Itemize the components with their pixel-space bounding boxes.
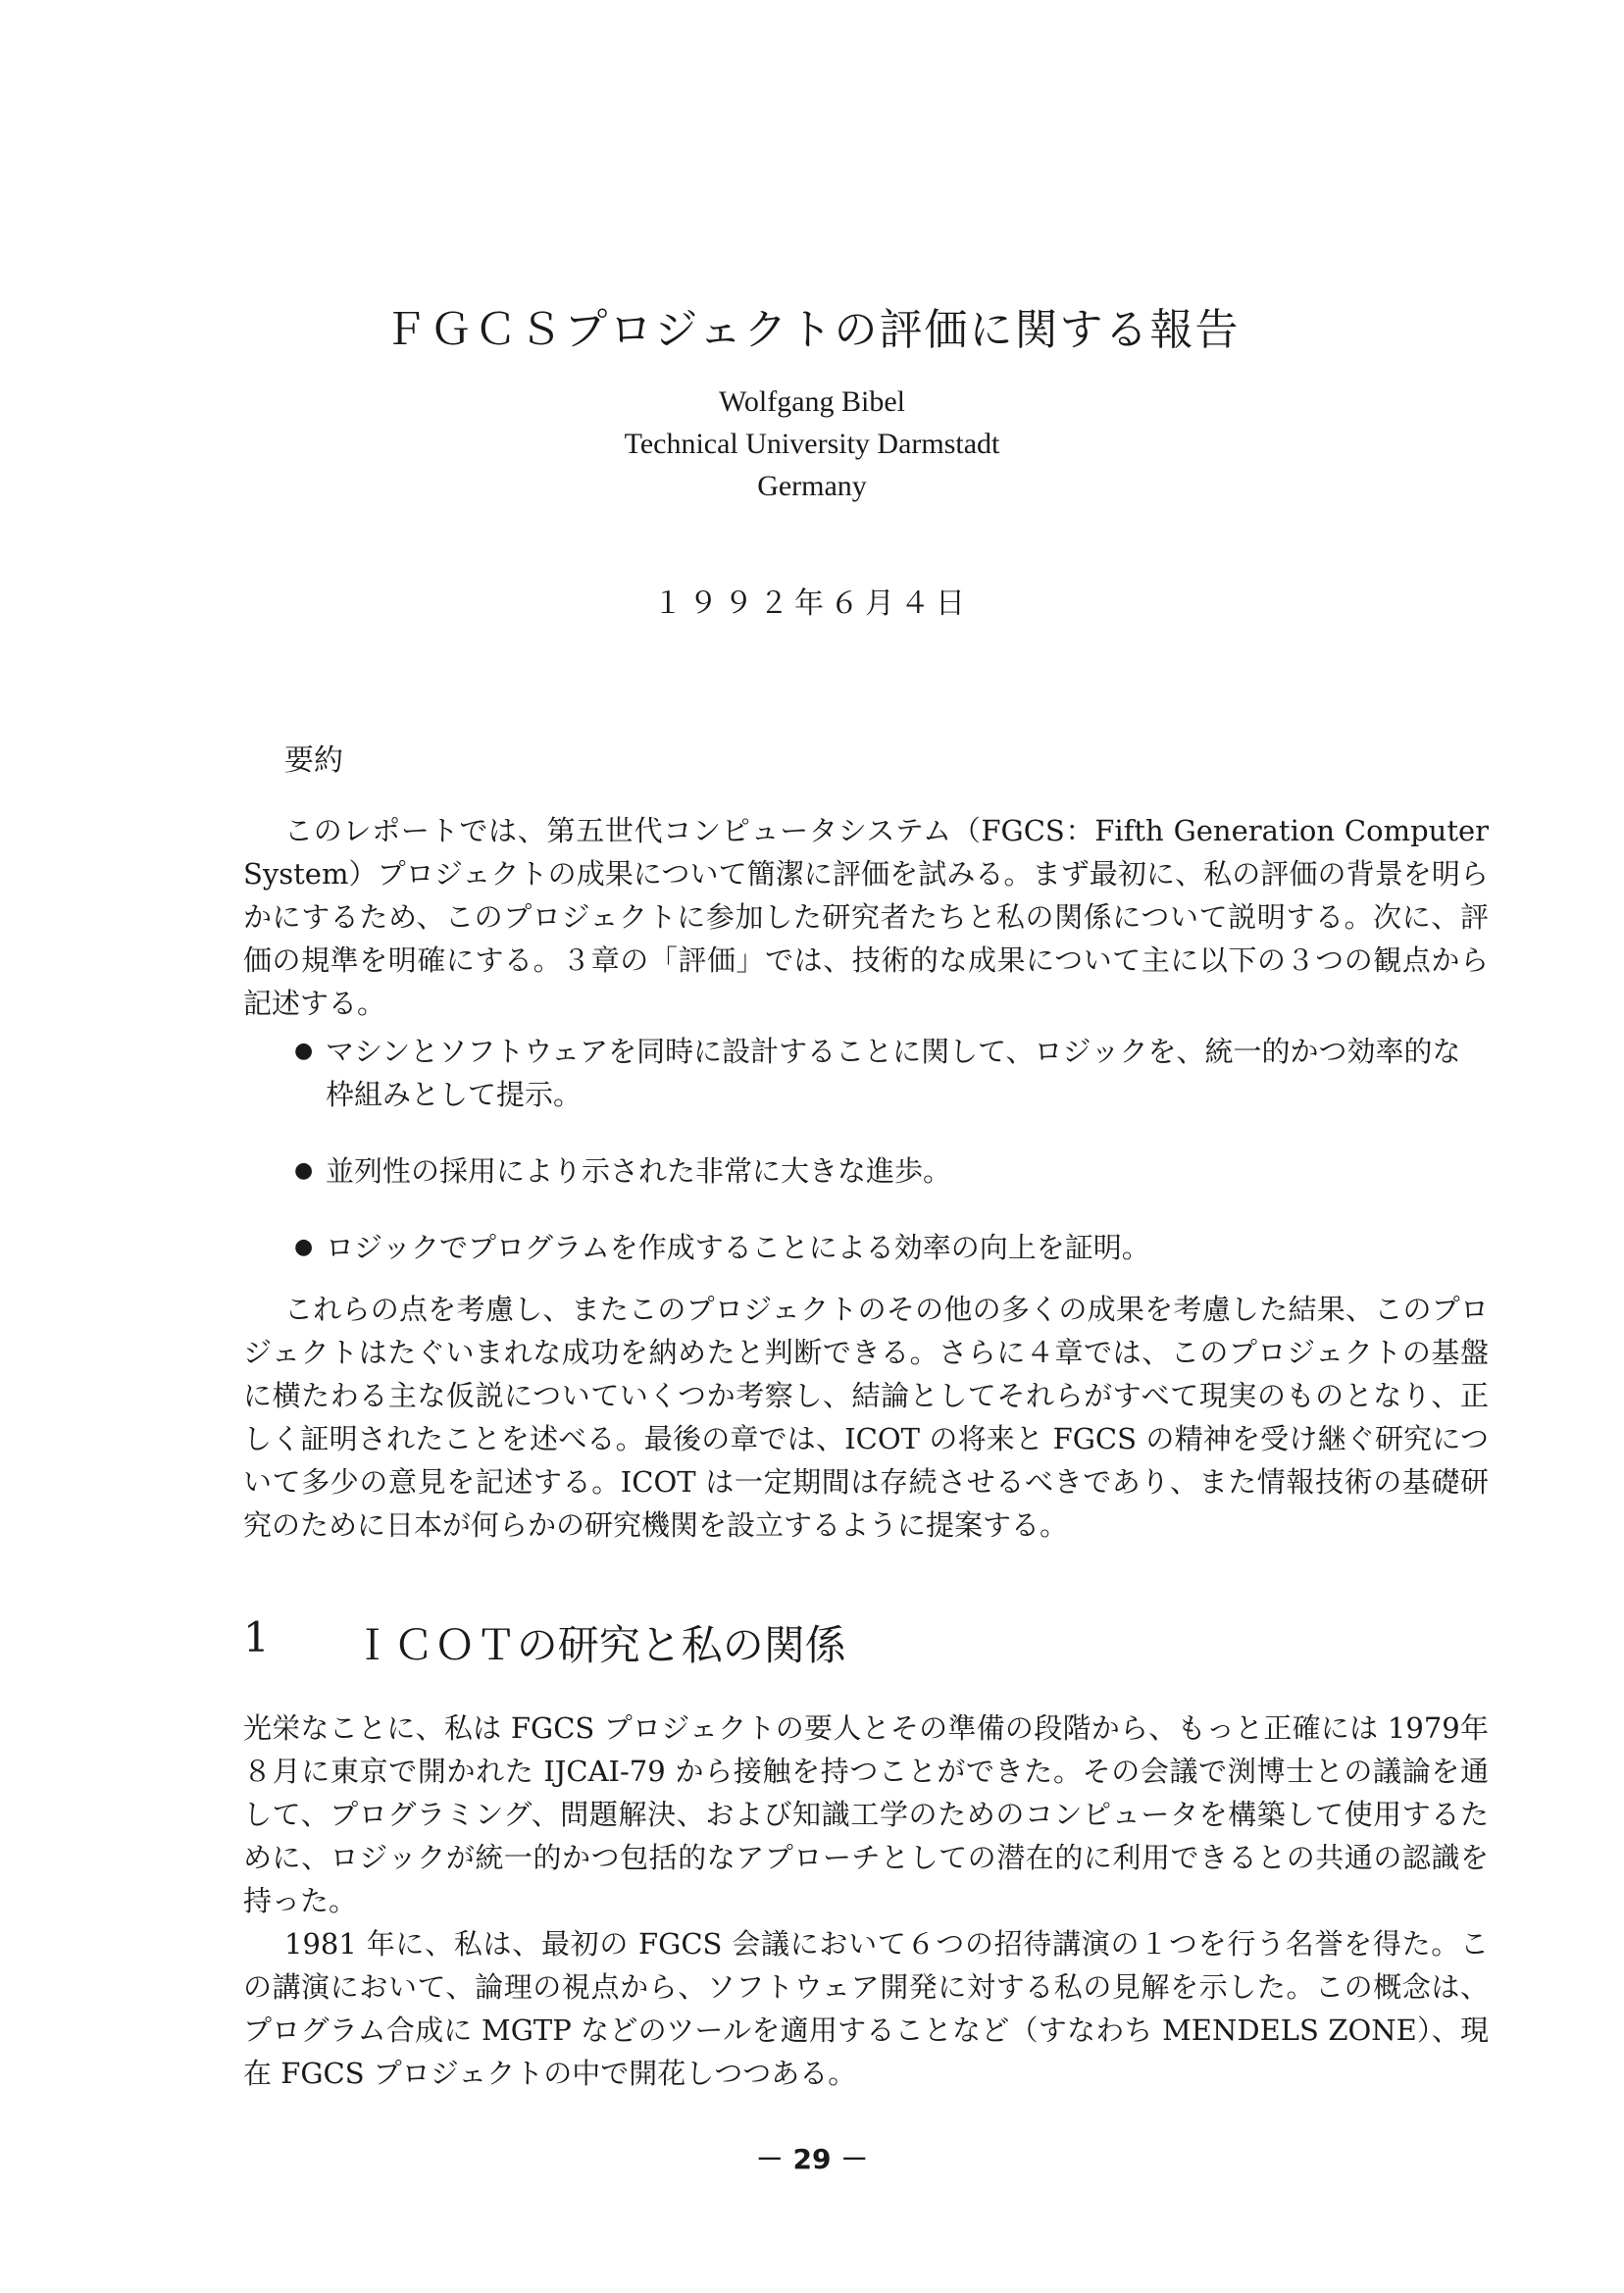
section1-paragraph-1: 光栄なことに、私は FGCS プロジェクトの要人とその準備の段階から、もっと正確には 1979年８月に東京で開かれた IJCAI-79 から接触を持つことができた。その会議で渕博士との議論を通して、プログラミング、問題解決、および知識工学のためのコンピュータを構築して使用するために、ロジックが統一的かつ包括的なアプローチとしての潜在的に利用できるとの共通の認識を持った。	[243, 1711, 1489, 1917]
author-affiliation: Technical University Darmstadt	[624, 428, 1000, 460]
bullet-text: 並列性の採用により示された非常に大きな進歩。	[326, 1154, 952, 1188]
section-number: 1	[243, 1613, 270, 1661]
author-block	[0, 381, 1624, 507]
section1-paragraph-2: 1981 年に、私は、最初の FGCS 会議において６つの招待講演の１つを行う名誉を得た。この講演において、論理の視点から、ソフトウェア開発に対する私の見解を示した。この概念は、プログラム合成に MGTP などのツールを適用することなど（すなわち MENDELS ZONE）、現在 FGCS プロジェクトの中で開花しつつある。	[243, 1927, 1489, 2090]
bullet-text: マシンとソフトウェアを同時に設計することに関して、ロジックを、統一的かつ効率的な枠組みとして提示。	[326, 1035, 1461, 1111]
abstract-heading: 要約	[284, 743, 343, 778]
list-item	[243, 1149, 1489, 1193]
author-country: Germany	[757, 470, 867, 502]
section-title: ＩＣＯＴの研究と私の関係	[351, 1621, 846, 1669]
bullet-icon: ●	[294, 1235, 314, 1259]
abstract-bullet-list	[243, 1030, 1489, 1302]
abstract-conclusion: これらの点を考慮し、またこのプロジェクトのその他の多くの成果を考慮した結果、このプロジェクトはたぐいまれな成功を納めたと判断できる。さらに４章では、このプロジェクトの基盤に横たわる主な仮説についていくつか考察し、結論としてそれらがすべて現実のものとなり、正しく証明されたことを述べる。最後の章では、ICOT の将来と FGCS の精神を受け継ぐ研究について多少の意見を記述する。ICOT は一定期間は存続させるべきであり、また情報技術の基礎研究のために日本が何らかの研究機関を設立するように提案する。	[243, 1293, 1490, 1542]
list-item	[243, 1030, 1489, 1116]
page-number: － 29 －	[755, 2143, 869, 2175]
paper-title: ＦＧＣＳプロジェクトの評価に関する報告	[383, 305, 1241, 355]
abstract-intro: このレポートでは、第五世代コンピュータシステム（FGCS：Fifth Generation Computer System）プロジェクトの成果について簡潔に評価を試みる。まず最初に、私の評価の背景を明らかにするため、このプロジェクトに参加した研究者たちと私の関係について説明する。次に、評価の規準を明確にする。３章の「評価」では、技術的な成果について主に以下の３つの観点から記述する。	[243, 814, 1489, 1020]
list-item	[243, 1226, 1489, 1269]
author-name: Wolfgang Bibel	[718, 385, 906, 418]
bullet-icon: ●	[294, 1039, 314, 1063]
bullet-text: ロジックでプログラムを作成することによる効率の向上を証明。	[326, 1231, 1150, 1264]
paper-date: １９９２年６月４日	[653, 586, 971, 621]
section-heading	[243, 1613, 846, 1672]
bullet-icon: ●	[294, 1158, 314, 1183]
